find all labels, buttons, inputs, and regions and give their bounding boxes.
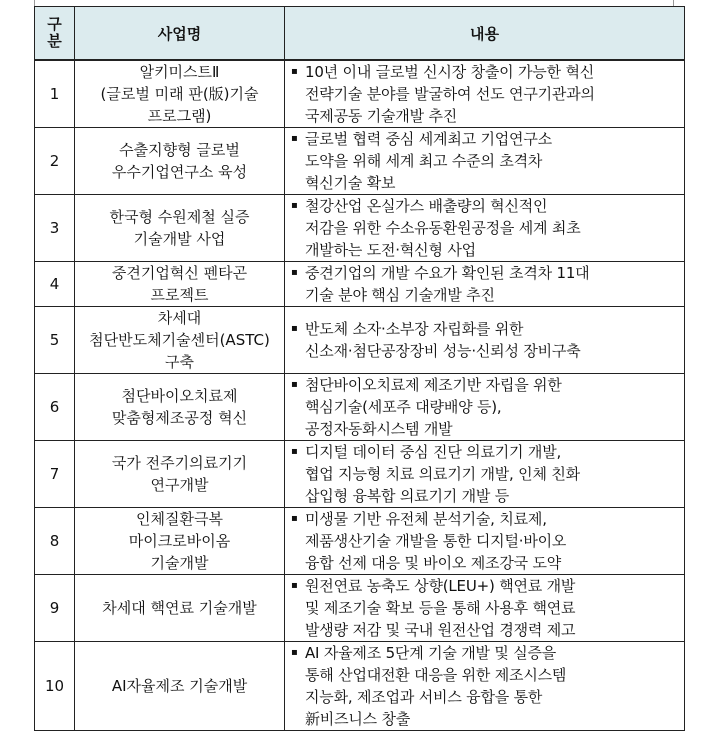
project-table [34,6,685,731]
bullet-icon: ▪ [291,200,298,211]
project-name-line: 차세대 [157,309,202,327]
project-name-cell [75,575,285,642]
content-line: 첨단바이오치료제 제조기반 자립을 위한 [305,376,562,394]
content-line: 협업 지능형 치료 의료기기 개발, 인체 친화 [305,465,580,483]
bullet-icon: ▪ [291,647,298,658]
project-name-line: 기술개발 [150,554,209,572]
project-content-cell [285,441,685,508]
project-name-line: (글로벌 미래 판(版)기술 [100,85,259,103]
row-number: 9 [35,575,75,642]
project-name-line: 알키미스트Ⅱ [139,63,220,81]
row-number: 5 [35,307,75,374]
content-line: 원전연료 농축도 상향(LEU+) 핵연료 개발 [305,577,576,595]
table-row [35,128,685,195]
header-no-line: 구 [47,15,62,33]
content-line: 혁신기술 확보 [305,174,396,192]
project-name-cell [75,262,285,307]
content-line: 융합 선제 대응 및 바이오 제조강국 도약 [305,554,562,572]
content-line: 발생량 저감 및 국내 원전산업 경쟁력 제고 [305,621,576,639]
project-name-line: 수출지향형 글로벌 [119,141,240,159]
project-content-cell [285,508,685,575]
content-line: 국제공동 기술개발 추진 [305,107,458,125]
project-content-cell [285,195,685,262]
content-line: 신소재·첨단공장장비 성능·신뢰성 장비구축 [305,342,581,360]
project-name-line: 마이크로바이옴 [128,532,231,550]
table-row [35,374,685,441]
header-no-line: 분 [47,32,62,50]
row-number: 1 [35,60,75,128]
content-line: 미생물 기반 유전체 분석기술, 치료제, [305,510,547,528]
project-content-cell [285,642,685,731]
project-name-cell [75,60,285,128]
project-name-line: 국가 전주기의료기기 [111,454,248,472]
content-line: 핵심기술(세포주 대량배양 등), [305,398,502,416]
header-no [35,7,75,61]
project-name-line: 구축 [165,353,194,371]
project-name-cell [75,128,285,195]
project-name-line: 프로젝트 [150,286,209,304]
content-line: AI 자율제조 5단계 기술 개발 및 실증을 [305,644,557,662]
project-name-line: 한국형 수원제철 실증 [109,208,250,226]
project-content-cell [285,575,685,642]
project-content-cell [285,60,685,128]
content-line: 기술 분야 핵심 기술개발 추진 [305,286,495,304]
bullet-icon: ▪ [291,66,298,77]
header-project-name: 사업명 [75,7,285,61]
bullet-icon: ▪ [291,323,298,334]
bullet-icon: ▪ [291,379,298,390]
bullet-icon: ▪ [291,446,298,457]
project-name-line: 인체질환극복 [136,510,223,528]
content-line: 통해 산업대전환 대응을 위한 제조시스템 [305,666,567,684]
project-name-cell [75,642,285,731]
table-row [35,441,685,508]
content-line: 공정자동화시스템 개발 [305,420,453,438]
table-row [35,508,685,575]
content-line: 디지털 데이터 중심 진단 의료기기 개발, [305,443,562,461]
table-body [35,60,685,731]
project-name-line: 우수기업연구소 육성 [111,163,248,181]
content-line: 저감을 위한 수소유동환원공정을 세계 최초 [305,219,581,237]
header-content: 내용 [285,7,685,61]
project-name-line: 연구개발 [150,476,209,494]
project-content-cell [285,374,685,441]
table-row [35,60,685,128]
content-line: 지능화, 제조업과 서비스 융합을 통한 [305,688,543,706]
project-name-line: AI자율제조 기술개발 [111,677,248,695]
project-name-line: 맞춤형제조공정 혁신 [111,409,248,427]
table-header-row [35,7,685,61]
content-line: 철강산업 온실가스 배출량의 혁신적인 [305,197,548,215]
content-line: 도약을 위해 세계 최고 수준의 초격차 [305,152,543,170]
project-name-line: 중견기업혁신 펜타곤 [111,264,248,282]
content-line: 新비즈니스 창출 [305,710,411,728]
content-line: 반도체 소자·소부장 자립화를 위한 [305,320,524,338]
project-name-line: 첨단바이오치료제 [121,387,238,405]
project-name-line: 첨단반도체기술센터(ASTC) [89,331,270,349]
project-content-cell [285,307,685,374]
content-line: 제품생산기술 개발을 통한 디지털·바이오 [305,532,567,550]
project-name-line: 기술개발 사업 [133,230,226,248]
row-number: 7 [35,441,75,508]
project-name-line: 프로그램) [147,107,212,125]
content-line: 전략기술 분야를 발굴하여 선도 연구기관과의 [305,85,595,103]
row-number: 2 [35,128,75,195]
project-name-cell [75,374,285,441]
content-line: 중견기업의 개발 수요가 확인된 초격차 11대 [305,264,590,282]
table-row [35,307,685,374]
table-row [35,642,685,731]
row-number: 3 [35,195,75,262]
row-number: 8 [35,508,75,575]
bullet-icon: ▪ [291,267,298,278]
project-name-cell [75,307,285,374]
project-name-cell [75,508,285,575]
content-line: 삽입형 융복합 의료기기 개발 등 [305,487,510,505]
table-row [35,575,685,642]
table-row [35,262,685,307]
content-line: 글로벌 협력 중심 세계최고 기업연구소 [305,130,552,148]
bullet-icon: ▪ [291,133,298,144]
project-content-cell [285,262,685,307]
project-name-cell [75,441,285,508]
bullet-icon: ▪ [291,580,298,591]
project-content-cell [285,128,685,195]
content-line: 및 제조기술 확보 등을 통해 사용후 핵연료 [305,599,576,617]
content-line: 개발하는 도전·혁신형 사업 [305,241,476,259]
project-name-line: 차세대 핵연료 기술개발 [102,599,257,617]
table-row [35,195,685,262]
content-line: 10년 이내 글로벌 신시장 창출이 가능한 혁신 [305,63,595,81]
project-name-cell [75,195,285,262]
row-number: 6 [35,374,75,441]
row-number: 4 [35,262,75,307]
bullet-icon: ▪ [291,513,298,524]
row-number: 10 [35,642,75,731]
